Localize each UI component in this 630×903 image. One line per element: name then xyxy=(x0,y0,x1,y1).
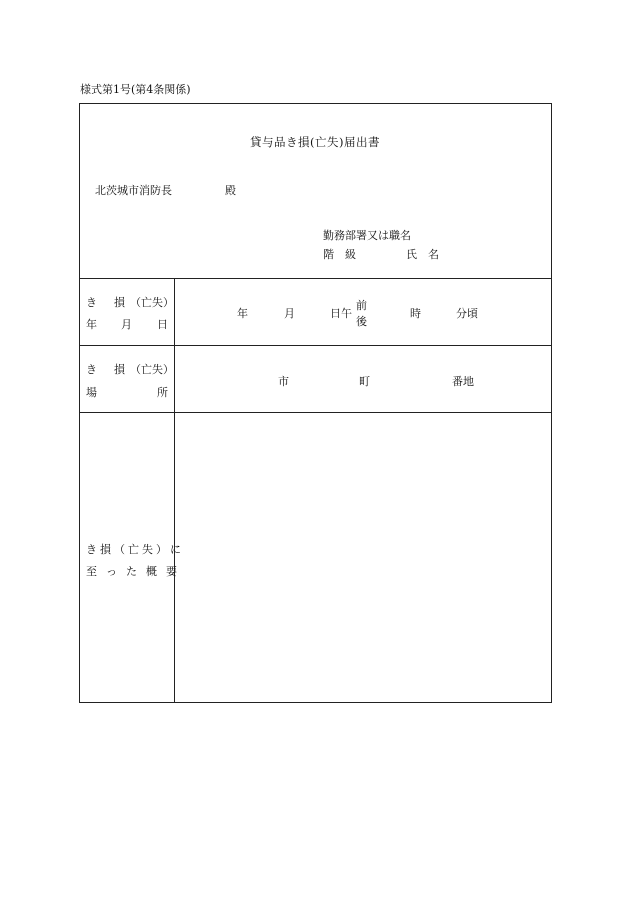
datetime-minute: 分頃 xyxy=(456,307,478,320)
datetime-year: 年 xyxy=(237,307,248,320)
place-lot: 番地 xyxy=(452,375,474,388)
row-divider-1 xyxy=(79,278,552,279)
name-label: 氏 名 xyxy=(406,248,439,261)
datetime-month: 月 xyxy=(284,307,295,320)
place-label-ki: き xyxy=(86,363,97,376)
place-label-sho: 所 xyxy=(157,386,168,399)
form-number: 様式第1号(第4条関係) xyxy=(80,83,191,96)
rank-label: 階 級 xyxy=(323,248,356,261)
summary-content-area[interactable] xyxy=(175,413,551,702)
summary-label-line1: き損（亡失）に xyxy=(86,543,184,556)
datetime-am: 前 xyxy=(356,299,367,312)
datetime-label-month: 月 xyxy=(121,318,132,331)
place-label-son: 損 xyxy=(114,363,125,376)
addressee-honorific: 殿 xyxy=(225,184,236,197)
place-city: 市 xyxy=(278,375,289,388)
datetime-label-ki: き xyxy=(86,296,97,309)
row-divider-2 xyxy=(79,345,552,346)
place-label-ba: 場 xyxy=(86,386,97,399)
summary-label-line2: 至った概要 xyxy=(86,565,186,578)
form-title: 貸与品き損(亡失)届出書 xyxy=(250,135,380,149)
datetime-hour: 時 xyxy=(410,307,421,320)
datetime-day: 日 xyxy=(330,307,341,320)
datetime-pm: 後 xyxy=(356,315,367,328)
datetime-label-day: 日 xyxy=(157,318,168,331)
dept-label: 勤務部署又は職名 xyxy=(323,229,411,242)
datetime-label-year: 年 xyxy=(86,318,97,331)
datetime-ampm-prefix: 午 xyxy=(341,307,352,320)
datetime-label-boushitsu: （亡失） xyxy=(130,296,174,309)
datetime-label-son: 損 xyxy=(114,296,125,309)
place-town: 町 xyxy=(359,375,370,388)
addressee-name: 北茨城市消防長 xyxy=(95,184,172,197)
place-label-boushitsu: （亡失） xyxy=(130,363,174,376)
